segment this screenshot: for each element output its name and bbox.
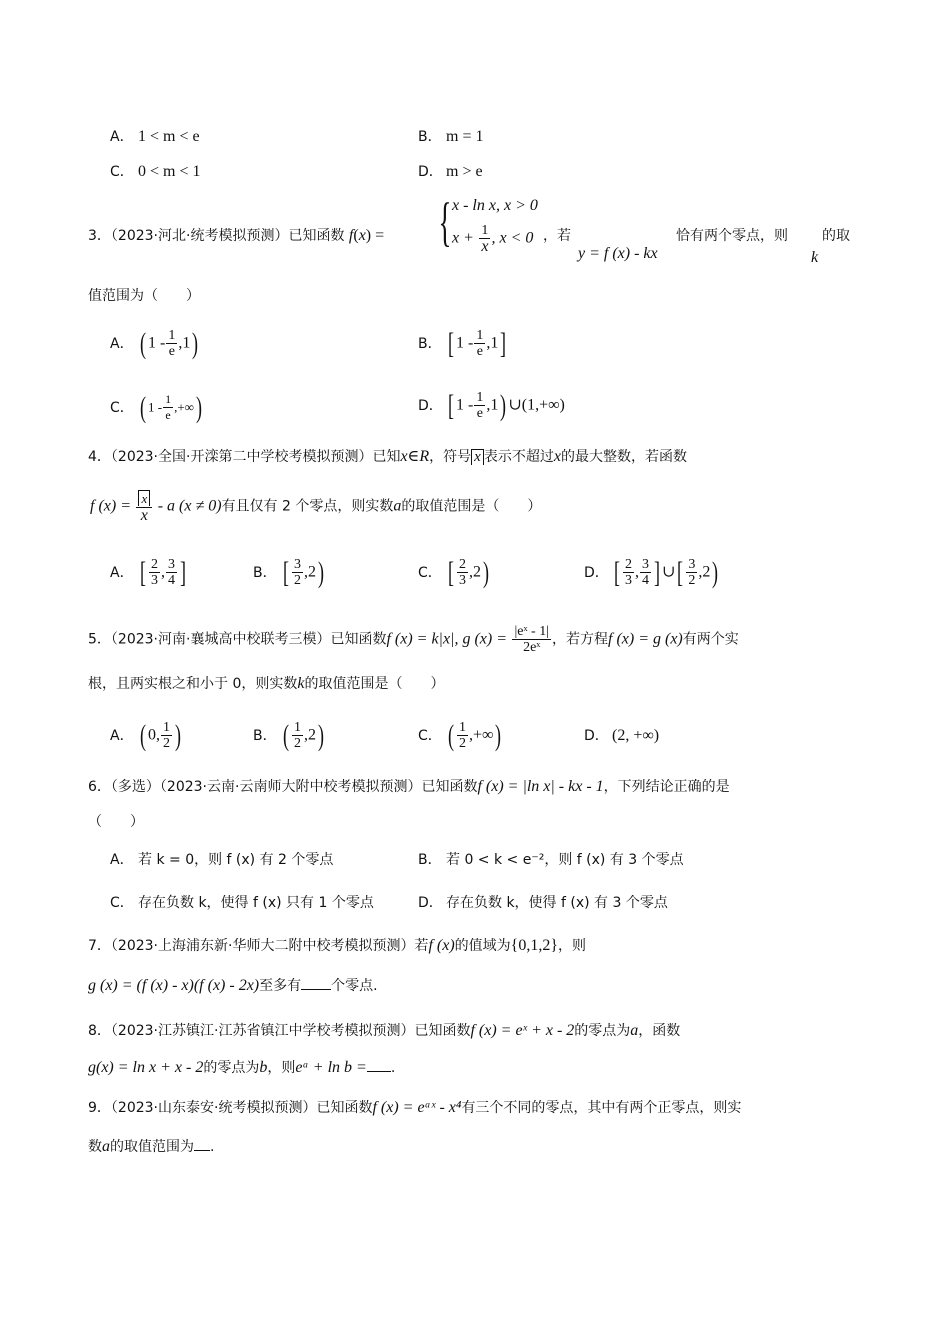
exam-page: A． 1 < m < e B． m = 1 C． 0 < m < 1 D． m > e 3．（2023·河北·统考模拟预测）已知函数 f(x) = { x - ln x, x > 0 x + $\frac{1}{x}$ , x < 0 ，若 y = f (x) - kx 恰有两个零点，则 k 的取 值范围为（ ） A． ( 1 - $\frac{1}{e}$ ,1) B． [ 1 - $\frac{1}{e}$ ,1] C． ( 1 - $\frac{1}{e}$ ,+∞) D． [ 1 - $\frac{1}{e}$ ,1) ∪(1,+∞) 4．（2023·全国·开滦第二中学校考模拟预测）已知x∈R，符号 x 表示不超过x的最大整数，若函数 f (x) = $\frac{x}{x}$ - a (x ≠ 0)有且仅有 2 个零点，则实数a的取值范围是（ ） A． [ $\frac{2}{3}$ , $\frac{3}{4}$ ] B． [ $\frac{3}{2}$ ,2) C． [ $\frac{2}{3}$ ,2) D． [ $\frac{2}{3}$ , $\frac{3}{4}$ ] ∪[ $\frac{3}{2}$ ,2) 5．（2023·河南·襄城高中校联考三模）已知函数f (x) = k|x|, g (x) = $\frac{\text{|eˣ - 1|}}{\text{2eˣ}}$ ，若方程f (x) = g (x)有两个实 根，且两实根之和小于 0，则实数k的取值范围是（ ） A． ( 0, $\frac{1}{2}$ ) B． ( $\frac{1}{2}$ ,2) C． ( $\frac{1}{2}$ ,+∞) D． (2, +∞) 6．（多选）（2023·云南·云南师大附中校考模拟预测）已知函数f (x) = |ln x| - kx - 1，下列结论正确的是 （ ） A． 若 k = 0，则 f (x) 有 2 个零点 B． 若 0 < k < e⁻²，则 f (x) 有 3 个零点 C． 存在负数 k，使得 f (x) 只有 1 个零点 D． 存在负数 k，使得 f (x) 有 3 个零点 7．（2023·上海浦东新·华师大二附中校考模拟预测）若f (x)的值域为{0,1,2}，则 g (x) = (f (x) - x)(f (x) - 2x)至多有 个零点. 8．（2023·江苏镇江·江苏省镇江中学校考模拟预测）已知函数f (x) = eˣ + x - 2的零点为a，函数 g(x) = ln x + x - 2的零点为b，则eᵃ + ln b = . 9．（2023·山东泰安·统考模拟预测）已知函数f (x) = eᵃˣ - x⁴有三个不同的零点，其中有两个正零点，则实 数a的取值范围为 . [88,128,850,1155]
q3-option-b: B． [ 1 - $\frac{1}{e}$ ,1] [418,326,507,360]
q9-answer-blank[interactable] [194,1136,210,1151]
q5-option-c: C． ( $\frac{1}{2}$ ,+∞) [418,718,502,752]
q2-option-c: C． 0 < m < 1 [110,163,201,180]
q6-option-c: C． 存在负数 k，使得 f (x) 只有 1 个零点 [110,895,374,911]
q8-stem-line2: g(x) = ln x + x - 2的零点为b，则eᵃ + ln b = . [88,1059,396,1076]
q6-stem-line2: （ ） [88,814,144,830]
q4-option-b: B． [ $\frac{3}{2}$ ,2) [253,555,324,589]
q5-stem-line1: 5．（2023·河南·襄城高中校联考三模）已知函数f (x) = k|x|, g (x) = $\frac{\text{|eˣ - 1|}}{\text{2eˣ}}$ ，若方程f (x) = g (x)有两个实 [88,624,739,655]
q6-option-a: A． 若 k = 0，则 f (x) 有 2 个零点 [110,852,334,868]
q3-k: k [811,249,819,266]
q3-option-a: A． ( 1 - $\frac{1}{e}$ ,1) [110,326,199,360]
q9-stem-line2: 数a的取值范围为 . [88,1138,215,1155]
q3-stem-start: 3．（2023·河北·统考模拟预测）已知函数 f(x) = [88,227,385,244]
q3-option-d: D． [ 1 - $\frac{1}{e}$ ,1) ∪(1,+∞) [418,388,565,422]
q6-option-d: D． 存在负数 k，使得 f (x) 有 3 个零点 [418,895,668,911]
q5-option-b: B． ( $\frac{1}{2}$ ,2) [253,718,324,752]
q7-answer-blank[interactable] [301,975,331,990]
q3-piece-1: x - ln x, x > 0 [452,197,538,214]
q3-stem-line2: 值范围为（ ） [88,288,200,304]
q4-option-c: C． [ $\frac{2}{3}$ ,2) [418,555,489,589]
q3-option-c: C． ( 1 - $\frac{1}{e}$ ,+∞) [110,390,202,424]
q5-option-d: D． (2, +∞) [584,727,660,744]
q5-option-a: A． ( 0, $\frac{1}{2}$ ) [110,718,181,752]
q4-option-a: A． [ $\frac{2}{3}$ , $\frac{3}{4}$ ] [110,555,186,589]
q3-y-expr: y = f (x) - kx [578,245,658,262]
q3-piece-2: x + $\frac{1}{x}$ , x < 0 [452,223,534,255]
q4-option-d: D． [ $\frac{2}{3}$ , $\frac{3}{4}$ ] ∪[ $\frac{3}{2}$ ,2) [584,555,719,589]
q6-option-b: B． 若 0 < k < e⁻²，则 f (x) 有 3 个零点 [418,852,684,868]
q7-stem-line2: g (x) = (f (x) - x)(f (x) - 2x)至多有 个零点. [88,977,378,994]
q9-stem-line1: 9．（2023·山东泰安·统考模拟预测）已知函数f (x) = eᵃˣ - x⁴有三个不同的零点，其中有两个正零点，则实 [88,1099,742,1116]
q8-answer-blank[interactable] [367,1057,391,1072]
q3-mid-text: ，若 [543,228,571,244]
q4-stem-line1: 4．（2023·全国·开滦第二中学校考模拟预测）已知x∈R，符号 x 表示不超过x的最大整数，若函数 [88,448,687,465]
q3-tail-text: 恰有两个零点，则 [676,228,788,244]
q6-stem-line1: 6．（多选）（2023·云南·云南师大附中校考模拟预测）已知函数f (x) = |ln x| - kx - 1，下列结论正确的是 [88,778,730,795]
q2-option-b: B． m = 1 [418,128,484,145]
q4-stem-line2: f (x) = $\frac{x}{x}$ - a (x ≠ 0)有且仅有 2 个零点，则实数a的取值范围是（ ） [90,491,542,524]
q5-stem-line2: 根，且两实根之和小于 0，则实数k的取值范围是（ ） [88,675,445,692]
q2-option-a: A． 1 < m < e [110,128,200,145]
q7-stem-line1: 7．（2023·上海浦东新·华师大二附中校考模拟预测）若f (x)的值域为{0,1,2}，则 [88,937,587,954]
q3-tail-text-2: 的取 [822,228,850,244]
q8-stem-line1: 8．（2023·江苏镇江·江苏省镇江中学校考模拟预测）已知函数f (x) = eˣ + x - 2的零点为a，函数 [88,1022,681,1039]
q2-option-d: D． m > e [418,163,483,180]
